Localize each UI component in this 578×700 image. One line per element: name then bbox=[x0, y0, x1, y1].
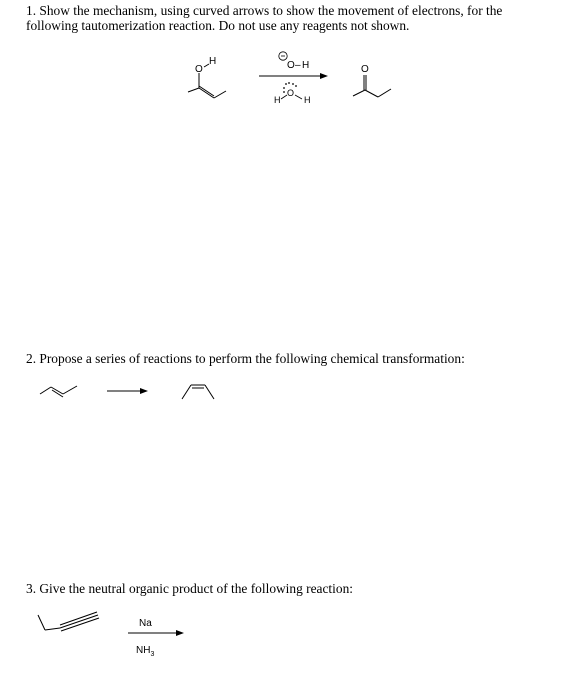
enol-reactant-structure bbox=[188, 56, 226, 98]
question-1-reaction-scheme bbox=[0, 0, 578, 130]
question-2-transformation-scheme bbox=[0, 370, 578, 420]
question-1-line-1: 1. Show the mechanism, using curved arrows to show the movement of electrons, for the bbox=[26, 3, 503, 18]
transformation-arrow bbox=[107, 388, 148, 394]
alkene-target-structure bbox=[182, 385, 214, 399]
lone-pair-dot bbox=[285, 83, 287, 85]
water-right-hydrogen-label: H bbox=[304, 95, 311, 105]
enol-hydrogen-label: H bbox=[209, 56, 217, 67]
reaction-arrow-3 bbox=[128, 630, 184, 636]
water-oxygen-label: O bbox=[287, 88, 295, 98]
water-reagent bbox=[274, 82, 311, 105]
lone-pair-dot bbox=[292, 83, 294, 85]
lone-pair-dot bbox=[288, 82, 290, 84]
question-3-line-1: 3. Give the neutral organic product of the following reaction: bbox=[26, 581, 353, 596]
hydroxide-dash-label: – bbox=[295, 60, 301, 71]
hydroxide-reagent bbox=[279, 52, 309, 71]
ketone-oxygen-label: O bbox=[361, 64, 369, 75]
question-2-line-1: 2. Propose a series of reactions to perform the following chemical transformation: bbox=[26, 351, 465, 366]
alkene-starting-material-structure bbox=[40, 386, 77, 397]
ammonia-reagent-label bbox=[136, 645, 154, 658]
reaction-arrow-1 bbox=[259, 73, 328, 79]
lone-pair-dot bbox=[283, 87, 285, 89]
question-3-reaction-scheme bbox=[0, 600, 578, 700]
lone-pair-dot bbox=[295, 85, 297, 87]
question-1-line-2: following tautomerization reaction. Do not use any reagents not shown. bbox=[26, 18, 410, 33]
alkyne-starting-material-structure bbox=[38, 612, 99, 631]
sodium-reagent-label: Na bbox=[139, 618, 152, 629]
water-left-hydrogen-label: H bbox=[274, 95, 281, 105]
ammonia-subscript-3: 3 bbox=[150, 651, 155, 658]
hydroxide-hydrogen-label: H bbox=[302, 60, 310, 71]
lone-pair-dot bbox=[283, 91, 285, 93]
ketone-product-structure bbox=[353, 64, 391, 97]
ammonia-nh-text: NH bbox=[136, 645, 151, 656]
hydroxide-oxygen-label: O bbox=[287, 60, 295, 71]
enol-oxygen-label: O bbox=[195, 64, 203, 75]
